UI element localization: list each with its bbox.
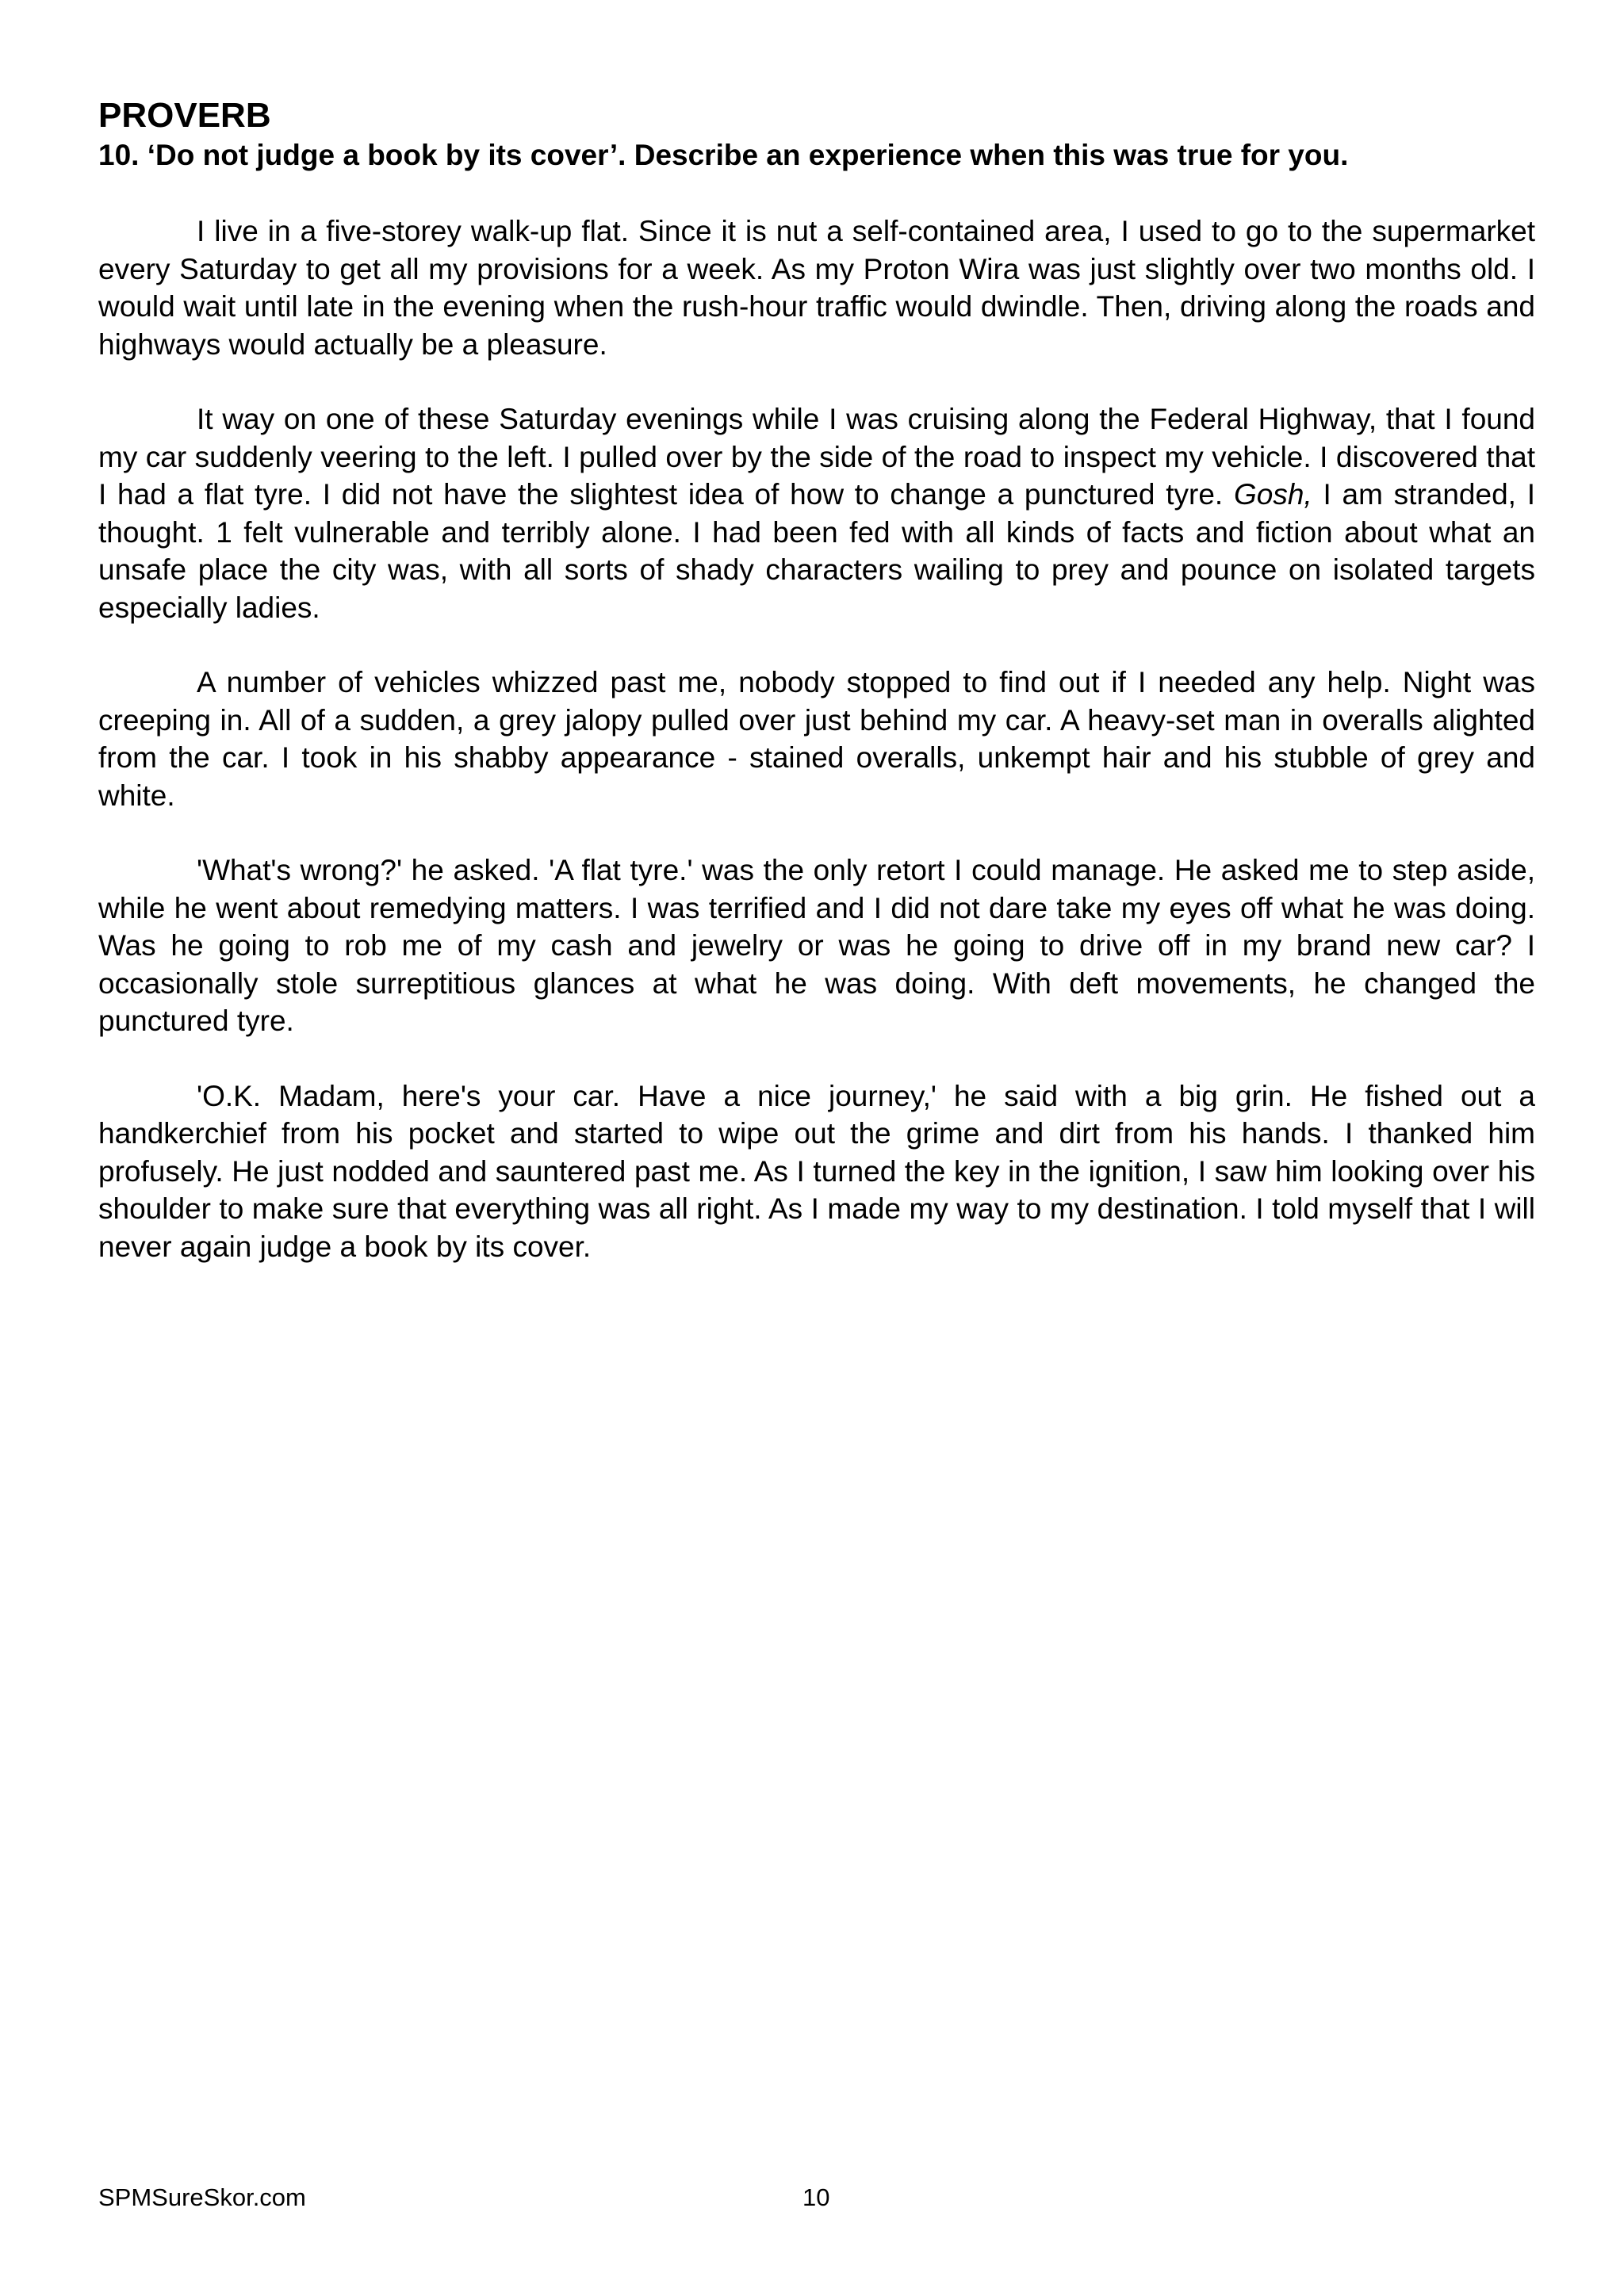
essay-paragraph — [98, 851, 1535, 1040]
essay-paragraph — [98, 664, 1535, 814]
document-body — [98, 95, 1535, 1303]
footer-page-number: 10 — [802, 2183, 830, 2211]
footer-site-name: SPMSureSkor.com — [98, 2183, 306, 2211]
essay-paragraph — [98, 400, 1535, 626]
paragraph-text: 'What's wrong?' he asked. 'A flat tyre.' was the only retort I could manage. He asked me to step aside, while he went about remedying matters. I was terrified and I did not dare take my eyes off what he was doing. Was he going to rob me of my cash and jewelry or was he going to drive off in my brand new car? I occasionally stole surreptitious glances at what he was doing. With deft movements, he changed the punctured tyre. — [98, 854, 1535, 1037]
paragraph-text: I live in a five-storey walk-up flat. Since it is nut a self-contained area, I used to go to the supermarket every Saturday to get all my provisions for a week. As my Proton Wira was just slightly over two months old. I would wait until late in the evening when the rush-hour traffic would dwindle. Then, driving along the roads and highways would actually be a pleasure. — [98, 215, 1535, 361]
paragraph-text: I am stranded, I thought. 1 felt vulnerable and terribly alone. I had been fed with all kinds of facts and fiction about what an unsafe place the city was, with all sorts of shady characters wailing to prey and pounce on isolated targets especially ladies. — [98, 478, 1535, 624]
essay-paragraph — [98, 212, 1535, 363]
section-heading: PROVERB — [98, 96, 271, 135]
paragraph-text: A number of vehicles whizzed past me, nobody stopped to find out if I needed any help. Night was creeping in. All of a sudden, a grey jalopy pulled over just behind my car. A heavy-set man in overalls alighted from the car. I took in his shabby appearance - stained overalls, unkempt hair and his stubble of grey and white. — [98, 666, 1535, 812]
paragraph-text: It way on one of these Saturday evenings while I was cruising along the Federal Highway, that I found my car suddenly veering to the left. I pulled over by the side of the road to inspect my vehicle. I discovered that I had a flat tyre. I did not have the slightest idea of how to change a punctured tyre. — [98, 403, 1535, 511]
paragraph-emphasis: Gosh, — [1233, 478, 1312, 511]
essay-question: 10. ‘Do not judge a book by its cover’. Describe an experience when this was true for you. — [98, 139, 1349, 171]
essay-paragraph — [98, 1077, 1535, 1266]
paragraph-text: 'O.K. Madam, here's your car. Have a nice journey,' he said with a big grin. He fished out a handkerchief from his pocket and started to wipe out the grime and dirt from his hands. I thanked him profusely. He just nodded and sauntered past me. As I turned the key in the ignition, I saw him looking over his shoulder to make sure that everything was all right. As I made my way to my destination. I told myself that I will never again judge a book by its cover. — [98, 1079, 1535, 1263]
